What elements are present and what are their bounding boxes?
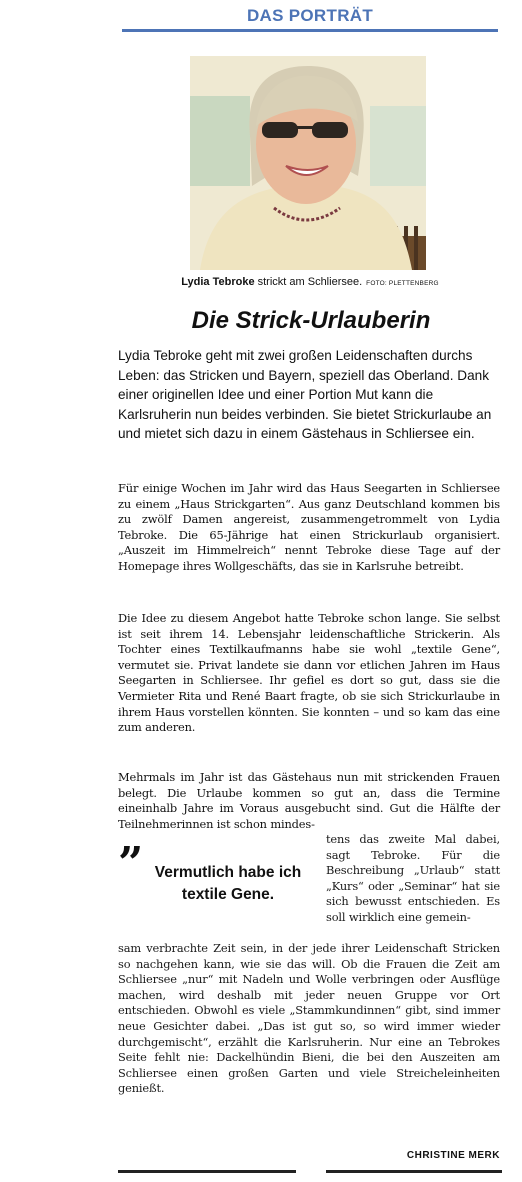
article-headline: Die Strick-Urlauberin	[191, 307, 431, 334]
article-paragraph-2: Die Idee zu diesem Angebot hatte Tebroke schon lange. Sie selbst ist seit ihrem 14. Lebensjahr leidenschaftliche Strickerin. Als Tochter eines Textilkaufmanns habe sie wohl „textile Gene“, vermutet sie. Privat landete sie dann vor etlichen Jahren im Haus Seegarten in Schliersee. Ihr gefiel es dort so gut, dass sie die Vermieter Rita und René Baart fragte, ob sie sich Strickurlaube in ihrem Haus vorstellen könnten. Sie konnten – und so kam das eine zum anderen.	[118, 611, 500, 735]
article-paragraph-4: tens das zweite Mal dabei, sagt Tebroke. Für die Beschreibung „Urlaub“ statt „Kurs“ oder „Seminar“ hat sie sich bewusst entschieden. Es soll wirklich eine gemein-	[326, 832, 500, 924]
section-kicker: DAS PORTRÄT	[122, 4, 498, 32]
quote-mark-icon: ”	[118, 838, 144, 889]
article-lead: Lydia Tebroke geht mit zwei großen Leidenschaften durchs Leben: das Stricken und Bayern, speziell das Oberland. Dank einer originellen Idee und einer Portion Mut kann die Karlsruherin nun beides verbinden. Sie bietet Strickurlaube an und mietet sich dazu in einem Gästehaus in Schliersee ein.	[118, 348, 492, 442]
photo-credit: FOTO: PLETTENBERG	[366, 280, 439, 287]
portrait-photo	[190, 56, 426, 270]
article-paragraph-1: Für einige Wochen im Jahr wird das Haus Seegarten in Schliersee zu einem „Haus Strickgarten“. Aus ganz Deutschland kommen bis zu zwölf Damen angereist, zusammengetrommelt von Lydia Tebroke. Die 65-Jährige hat einen Strickurlaub organisiert. „Auszeit im Himmelreich“ nennt Tebroke diese Tage auf der Homepage ihres Wollgeschäfts, das sie in Karlsruhe betreibt.	[118, 481, 500, 573]
pull-quote: Vermutlich habe ich textile Gene.	[154, 864, 302, 903]
article-paragraph-3: Mehrmals im Jahr ist das Gästehaus nun mit strickenden Frauen belegt. Die Urlaube kommen so gut an, dass die Termine eineinhalb Jahre im Voraus ausgebucht sind. Gut die Hälfte der Teilnehmerinnen ist schon mindes-	[118, 770, 500, 831]
article-author: CHRISTINE MERK	[406, 1150, 500, 1161]
article-paragraph-5: sam verbrachte Zeit sein, in der jede ihrer Leidenschaft Stricken so nachgehen kann, wie sie das will. Ob die Frauen die Zeit am Schliersee „nur“ mit Nadeln und Wolle verbringen oder Ausflüge machen, wird deshalb mit jeder neuen Gruppe vor Ort entschieden. Obwohl es viele „Stammkundinnen“ gibt, sind immer neue Gesichter dabei. „Das ist gut so, so wird immer wieder durchgemischt“, erzählt die Karlsruherin. Nur eine an Tebrokes Seite fehlt nie: Dackelhündin Bieni, die bei den Auszeiten am Schliersee einen großen Garten und viele Streicheleinheiten genießt.	[118, 941, 500, 1096]
footer-rule-right	[326, 1170, 502, 1173]
photo-caption	[100, 276, 520, 288]
caption-name: Lydia Tebroke	[181, 276, 255, 288]
caption-text: strickt am Schliersee.	[254, 276, 363, 288]
footer-rule-left	[118, 1170, 296, 1173]
